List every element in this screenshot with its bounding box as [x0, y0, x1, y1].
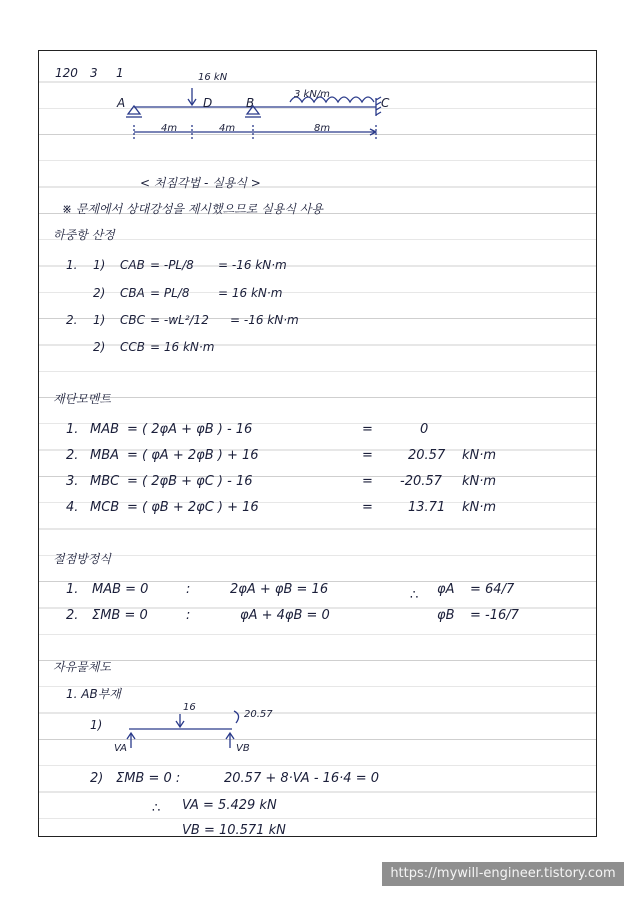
fixed-end-row-4-formula: = 16 kN·m: [150, 340, 215, 354]
end-moment-row-1-value: 0: [420, 422, 429, 437]
end-moment-row-3-value: -20.57: [400, 474, 442, 489]
fixed-end-row-2-value: = 16 kN·m: [218, 286, 283, 300]
equilibrium-row-1-result-lhs: φA: [437, 582, 455, 597]
end-moment-row-4-num: 4.: [66, 500, 79, 515]
fixed-end-row-1-formula: = -PL/8: [150, 258, 194, 272]
end-moment-row-4-eq: =: [362, 500, 373, 515]
fixed-end-row-3-sub: 1): [93, 313, 106, 327]
equilibrium-row-1-result-value: = 64/7: [470, 582, 515, 597]
part-number: 1: [116, 66, 124, 80]
end-moment-row-1-num: 1.: [66, 422, 79, 437]
free-body-sub-2: 2): [90, 771, 104, 786]
fixed-end-row-2-sub: 2): [93, 286, 106, 300]
end-moment-row-3-eq: =: [362, 474, 373, 489]
equilibrium-row-2-eq: φA + 4φB = 0: [240, 608, 330, 623]
end-moment-row-2-num: 2.: [66, 448, 79, 463]
point-d-label: D: [203, 96, 213, 110]
end-moment-row-3-expr: = ( 2φB + φC ) - 16: [127, 474, 253, 489]
fixed-end-row-3-num: 2.: [66, 313, 78, 327]
fixed-end-row-3-lhs: CBC: [120, 313, 145, 327]
fbd-load-label: 16: [183, 702, 196, 713]
end-moment-row-1-eq: =: [362, 422, 373, 437]
end-moment-row-2-expr: = ( φA + 2φB ) + 16: [127, 448, 259, 463]
equilibrium-row-2-num: 2.: [66, 608, 79, 623]
end-moment-row-3-unit: kN·m: [462, 474, 497, 489]
fixed-end-row-1-value: = -16 kN·m: [218, 258, 287, 272]
span-3-label: 8m: [314, 123, 331, 134]
equilibrium-row-1-num: 1.: [66, 582, 79, 597]
end-moment-row-2-eq: =: [362, 448, 373, 463]
fixed-end-row-4-sub: 2): [93, 340, 106, 354]
free-body-sub-1: 1): [90, 718, 103, 732]
problem-number: 120: [55, 66, 78, 80]
equilibrium-row-2-cond: ΣMB = 0: [92, 608, 148, 623]
free-body-part: 1. AB부재: [66, 687, 121, 701]
end-moment-row-2-value: 20.57: [408, 448, 446, 463]
fixed-end-row-4-lhs: CCB: [120, 340, 145, 354]
end-moment-row-3-num: 3.: [66, 474, 79, 489]
fixed-end-row-3-value: = -16 kN·m: [230, 313, 299, 327]
equilibrium-row-2-result-value: = -16/7: [470, 608, 519, 623]
end-moment-row-2-lhs: MBA: [90, 448, 120, 463]
va-result: VA = 5.429 kN: [182, 798, 277, 813]
beam-diagram: [38, 50, 597, 170]
sum-moment-expression: 20.57 + 8·VA - 16·4 = 0: [224, 771, 380, 786]
fixed-end-row-3-formula: = -wL²/12: [150, 313, 209, 327]
equilibrium-row-1-eq: 2φA + φB = 16: [230, 582, 329, 597]
end-moment-row-2-unit: kN·m: [462, 448, 497, 463]
end-moment-row-1-expr: = ( 2φA + φB ) - 16: [127, 422, 253, 437]
end-moment-row-4-unit: kN·m: [462, 500, 497, 515]
fbd-moment-label: 20.57: [244, 709, 273, 720]
free-body-title: 자유물체도: [53, 660, 111, 674]
span-2-label: 4m: [219, 123, 236, 134]
fixed-end-row-1-num: 1.: [66, 258, 78, 272]
equilibrium-row-1-therefore: ∴: [410, 588, 419, 603]
end-moment-row-3-lhs: MBC: [90, 474, 120, 489]
fixed-end-row-2-formula: = PL/8: [150, 286, 190, 300]
equilibrium-row-1-cond: MAB = 0: [92, 582, 149, 597]
fbd-vb-label: VB: [236, 743, 250, 754]
distributed-load-label: 3 kN/m: [294, 89, 330, 100]
fixed-end-row-2-lhs: CBA: [120, 286, 145, 300]
end-moments-title: 재단모멘트: [53, 392, 111, 406]
section-number: 3: [90, 66, 98, 80]
fixed-end-row-1-sub: 1): [93, 258, 106, 272]
span-1-label: 4m: [161, 123, 178, 134]
point-load-label: 16 kN: [198, 72, 228, 83]
equilibrium-row-1-sep: :: [186, 582, 191, 597]
therefore-symbol: ∴: [152, 801, 161, 816]
watermark: https://mywill-engineer.tistory.com: [382, 862, 624, 886]
method-note: ※ 문제에서 상대강성을 제시했으므로 실용식 사용: [62, 202, 323, 216]
point-b-label: B: [246, 96, 255, 110]
end-moment-row-4-value: 13.71: [408, 500, 446, 515]
point-c-label: C: [381, 96, 390, 110]
equilibrium-row-2-result-lhs: φB: [437, 608, 455, 623]
equilibrium-title: 절점방정식: [53, 552, 111, 566]
point-a-label: A: [117, 96, 126, 110]
sum-moment-condition: ΣMB = 0 :: [116, 771, 181, 786]
vb-result: VB = 10.571 kN: [182, 823, 286, 838]
end-moment-row-4-lhs: MCB: [90, 500, 120, 515]
method-title: < 처짐각법 - 실용식 >: [140, 176, 261, 190]
fixed-end-row-1-lhs: CAB: [120, 258, 145, 272]
equilibrium-row-2-sep: :: [186, 608, 191, 623]
fixed-end-title: 하중항 산정: [53, 228, 115, 242]
end-moment-row-4-expr: = ( φB + 2φC ) + 16: [127, 500, 259, 515]
fbd-va-label: VA: [114, 743, 128, 754]
end-moment-row-1-lhs: MAB: [90, 422, 120, 437]
